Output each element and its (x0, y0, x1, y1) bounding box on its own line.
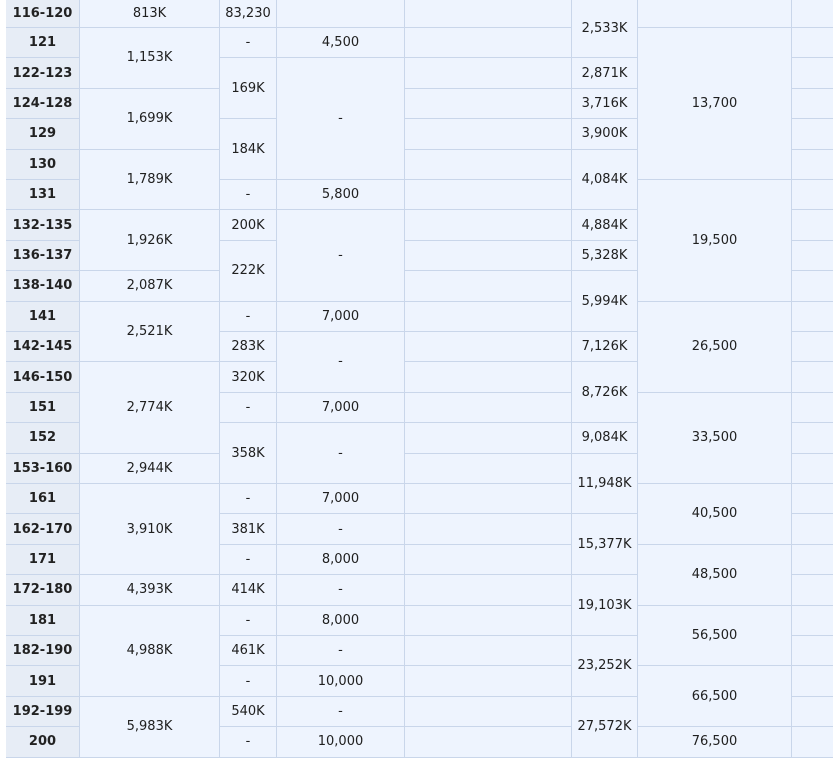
level-cell: 192-199 (6, 697, 80, 727)
bonus-cell: - (277, 575, 405, 605)
level-cell: 130 (6, 150, 80, 180)
blank-cell (792, 362, 833, 392)
exp-per-level-cell: 540K (220, 697, 277, 727)
blank-cell (792, 332, 833, 362)
exp-per-level-cell: 169K (220, 58, 277, 119)
blank-cell (405, 727, 572, 757)
bonus-cell: 5,800 (277, 180, 405, 210)
cumulative-exp-cell: 2,944K (80, 454, 220, 484)
blank-cell (405, 58, 572, 88)
exp-per-level-cell: - (220, 545, 277, 575)
level-cell: 116-120 (6, 0, 80, 28)
blank-cell (792, 28, 833, 58)
value-cell: 26,500 (638, 302, 792, 393)
level-table (6, 0, 833, 758)
blank-cell (792, 666, 833, 696)
blank-cell (792, 514, 833, 544)
blank-cell (405, 484, 572, 514)
bonus-cell: - (277, 514, 405, 544)
level-cell: 136-137 (6, 241, 80, 271)
cumulative-total-cell: 27,572K (572, 697, 638, 758)
value-cell: 13,700 (638, 28, 792, 180)
cumulative-total-cell: 3,900K (572, 119, 638, 149)
blank-cell (792, 302, 833, 332)
cumulative-exp-cell: 1,153K (80, 28, 220, 89)
blank-cell (792, 606, 833, 636)
cumulative-exp-cell: 2,521K (80, 302, 220, 363)
cumulative-total-cell: 3,716K (572, 89, 638, 119)
level-cell: 121 (6, 28, 80, 58)
cumulative-exp-cell: 5,983K (80, 697, 220, 758)
blank-cell (405, 89, 572, 119)
level-cell: 138-140 (6, 271, 80, 301)
bonus-cell: 4,500 (277, 28, 405, 58)
blank-cell (792, 727, 833, 757)
cumulative-exp-cell: 3,910K (80, 484, 220, 575)
blank-cell (792, 423, 833, 453)
blank-cell (792, 89, 833, 119)
level-cell: 191 (6, 666, 80, 696)
blank-cell (405, 28, 572, 58)
cumulative-exp-cell: 2,774K (80, 362, 220, 453)
cumulative-total-cell: 5,328K (572, 241, 638, 271)
cumulative-total-cell: 19,103K (572, 575, 638, 636)
cumulative-total-cell: 4,084K (572, 150, 638, 211)
value-cell: 56,500 (638, 606, 792, 667)
blank-cell (792, 454, 833, 484)
blank-cell (792, 697, 833, 727)
exp-per-level-cell: - (220, 606, 277, 636)
blank-cell (405, 575, 572, 605)
bonus-cell: 8,000 (277, 545, 405, 575)
blank-cell (405, 697, 572, 727)
cumulative-exp-cell: 4,393K (80, 575, 220, 605)
exp-per-level-cell: 200K (220, 210, 277, 240)
blank-cell (405, 241, 572, 271)
cumulative-exp-cell: 1,926K (80, 210, 220, 271)
level-cell: 146-150 (6, 362, 80, 392)
blank-cell (405, 210, 572, 240)
value-cell: 33,500 (638, 393, 792, 484)
cumulative-total-cell: 5,994K (572, 271, 638, 332)
level-cell: 122-123 (6, 58, 80, 88)
blank-cell (405, 454, 572, 484)
cumulative-exp-cell: 4,988K (80, 606, 220, 697)
level-cell: 152 (6, 423, 80, 453)
exp-per-level-cell: 461K (220, 636, 277, 666)
bonus-cell: - (277, 636, 405, 666)
cumulative-total-cell: 8,726K (572, 362, 638, 423)
blank-cell (792, 119, 833, 149)
exp-per-level-cell: 283K (220, 332, 277, 362)
blank-cell (792, 0, 833, 28)
exp-per-level-cell: 83,230 (220, 0, 277, 28)
value-cell: 76,500 (638, 727, 792, 757)
bonus-cell: - (277, 58, 405, 180)
blank-cell (792, 636, 833, 666)
level-cell: 200 (6, 727, 80, 757)
cumulative-total-cell: 7,126K (572, 332, 638, 362)
cumulative-exp-cell: 1,789K (80, 150, 220, 211)
level-cell: 124-128 (6, 89, 80, 119)
blank-cell (405, 332, 572, 362)
blank-cell (792, 150, 833, 180)
bonus-cell: - (277, 332, 405, 393)
exp-per-level-cell: 381K (220, 514, 277, 544)
cumulative-total-cell: 2,871K (572, 58, 638, 88)
level-cell: 129 (6, 119, 80, 149)
blank-cell (405, 393, 572, 423)
cumulative-exp-cell: 1,699K (80, 89, 220, 150)
exp-per-level-cell: - (220, 28, 277, 58)
exp-per-level-cell: - (220, 180, 277, 210)
blank-cell (405, 423, 572, 453)
blank-cell (792, 271, 833, 301)
exp-per-level-cell: 184K (220, 119, 277, 180)
level-cell: 181 (6, 606, 80, 636)
level-cell: 182-190 (6, 636, 80, 666)
value-cell (638, 0, 792, 28)
blank-cell (405, 271, 572, 301)
blank-cell (405, 545, 572, 575)
blank-cell (792, 210, 833, 240)
level-cell: 171 (6, 545, 80, 575)
blank-cell (405, 666, 572, 696)
level-cell: 172-180 (6, 575, 80, 605)
level-cell: 153-160 (6, 454, 80, 484)
value-cell: 19,500 (638, 180, 792, 302)
bonus-cell: 8,000 (277, 606, 405, 636)
bonus-cell: 7,000 (277, 393, 405, 423)
blank-cell (405, 606, 572, 636)
blank-cell (405, 180, 572, 210)
level-cell: 131 (6, 180, 80, 210)
blank-cell (792, 484, 833, 514)
cumulative-total-cell: 4,884K (572, 210, 638, 240)
bonus-cell: 7,000 (277, 484, 405, 514)
level-cell: 162-170 (6, 514, 80, 544)
level-cell: 151 (6, 393, 80, 423)
bonus-cell: 10,000 (277, 666, 405, 696)
blank-cell (792, 393, 833, 423)
bonus-cell: - (277, 423, 405, 484)
cumulative-total-cell: 15,377K (572, 514, 638, 575)
value-cell: 48,500 (638, 545, 792, 606)
bonus-cell: - (277, 697, 405, 727)
level-cell: 142-145 (6, 332, 80, 362)
exp-per-level-cell: 414K (220, 575, 277, 605)
exp-per-level-cell: - (220, 393, 277, 423)
bonus-cell: 7,000 (277, 302, 405, 332)
value-cell: 66,500 (638, 666, 792, 727)
blank-cell (405, 150, 572, 180)
exp-per-level-cell: - (220, 727, 277, 757)
exp-per-level-cell: - (220, 484, 277, 514)
blank-cell (792, 575, 833, 605)
blank-cell (405, 119, 572, 149)
blank-cell (792, 545, 833, 575)
cumulative-exp-cell: 813K (80, 0, 220, 28)
blank-cell (405, 514, 572, 544)
blank-cell (405, 0, 572, 28)
exp-per-level-cell: - (220, 666, 277, 696)
exp-per-level-cell: 222K (220, 241, 277, 302)
blank-cell (405, 362, 572, 392)
level-cell: 161 (6, 484, 80, 514)
cumulative-total-cell: 9,084K (572, 423, 638, 453)
blank-cell (792, 241, 833, 271)
level-cell: 141 (6, 302, 80, 332)
cumulative-total-cell: 23,252K (572, 636, 638, 697)
blank-cell (792, 58, 833, 88)
bonus-cell: 10,000 (277, 727, 405, 757)
exp-per-level-cell: 320K (220, 362, 277, 392)
value-cell: 40,500 (638, 484, 792, 545)
bonus-cell: - (277, 210, 405, 301)
cumulative-total-cell: 2,533K (572, 0, 638, 58)
exp-per-level-cell: - (220, 302, 277, 332)
blank-cell (792, 180, 833, 210)
level-cell: 132-135 (6, 210, 80, 240)
blank-cell (405, 302, 572, 332)
blank-cell (405, 636, 572, 666)
exp-per-level-cell: 358K (220, 423, 277, 484)
bonus-cell (277, 0, 405, 28)
cumulative-exp-cell: 2,087K (80, 271, 220, 301)
cumulative-total-cell: 11,948K (572, 454, 638, 515)
